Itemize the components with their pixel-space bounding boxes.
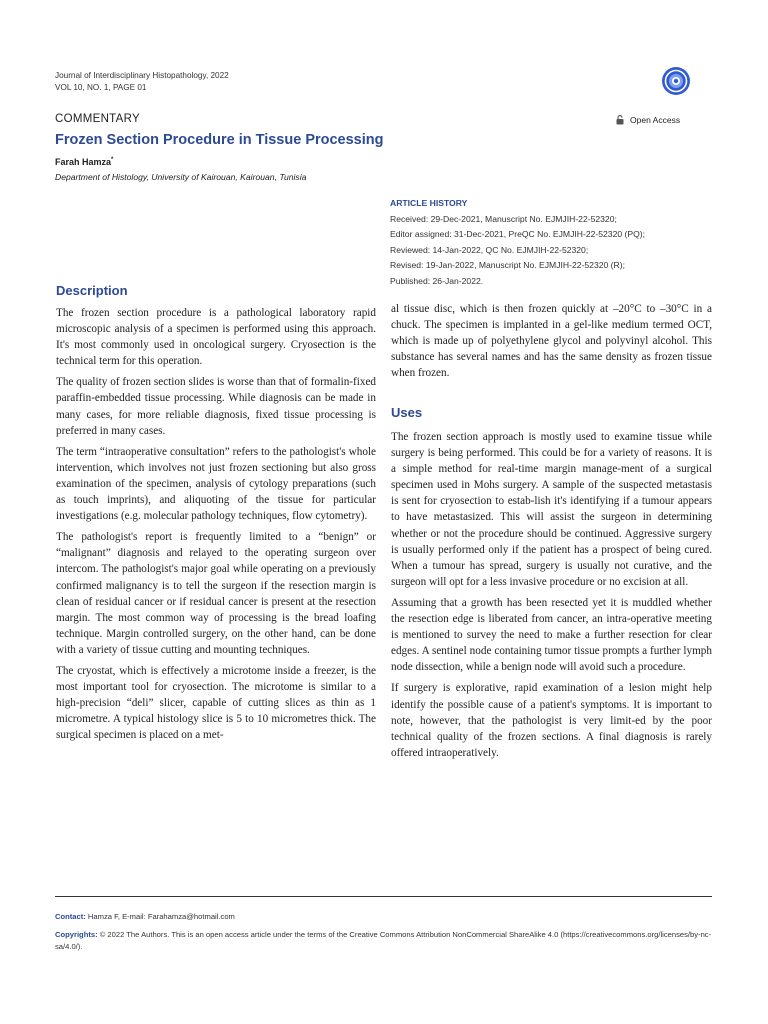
author-mark: * [111, 157, 114, 163]
article-category: COMMENTARY [55, 113, 140, 125]
history-revised: Revised: 19-Jan-2022, Manuscript No. EJMJIH-22-52320 (R); [390, 260, 625, 270]
description-paragraph-2: The quality of frozen section slides is worse than that of formalin-fixed paraffin-embedded tissue processing. While diagnosis can be made in many cases, for more reliable diagnosis, fixed tissue processing is preferred in many cases. [56, 376, 376, 437]
description-paragraph-4: The pathologist's report is frequently limited to a “benign” or “malignant” diagnosis and relayed to the operating surgeon over intercom. The pathologist's major goal while operating on a previously confirmed malignancy is to tell the surgeon if the resection margin is clean of residual cancer or if residual cancer is present at the resection margin. The most common way of processing is the bread loafing technique. Margin controlled surgery, on the other hand, can be done with a variety of tissue cutting and mounting techniques. [56, 531, 376, 656]
open-access-badge [616, 115, 680, 125]
history-published: Published: 26-Jan-2022. [390, 275, 484, 286]
description-continuation-text: al tissue disc, which is then frozen quickly at –20°C to –30°C in a chuck. The specimen is implanted in a gel-like medium termed OCT, which is made up of polyethylene glycol and polyvinyl alcohol. This substance has several names and has the same density as frozen tissue when frozen. [391, 303, 712, 380]
journal-name: Journal of Interdisciplinary Histopathology, 2022 [55, 71, 229, 80]
description-heading: Description [56, 283, 128, 298]
description-paragraph-3: The term “intraoperative consultation” refers to the pathologist's whole intervention, which involves not just frozen sectioning but also gross examination of the specimen, analysis of cytology preparations (such as touch imprints), and aliquoting of the tissue for particular investigations (e.g. molecular pathology techniques, flow cytometry). [56, 445, 376, 523]
history-reviewed: Reviewed: 14-Jan-2022, QC No. EJMJIH-22-52320; [390, 244, 589, 255]
contact-info [55, 912, 235, 921]
description-body [56, 305, 376, 748]
description-continuation [391, 301, 712, 386]
journal-logo-icon [661, 66, 691, 96]
description-paragraph-5: The cryostat, which is effectively a microtome inside a freezer, is the most important tool for cryosection. The microtome is similar to a high-precision “deli” slicer, capable of cutting slices as thin as 1 micrometre. A typical histology slice is 5 to 10 micrometres thick. The surgical specimen is placed on a met- [56, 664, 376, 742]
footer-divider [55, 896, 712, 897]
uses-paragraph-3: If surgery is explorative, rapid examination of a lesion might help identify the possible cause of a patient's symptoms. It is important to note, however, that the pathologist is very limit-ed by the poor technical quality of the frozen sections. A final diagnosis is rarely offered intraoperatively. [391, 682, 712, 759]
copyright-text: © 2022 The Authors. This is an open access article under the terms of the Creative Commons Attribution NonCommercial ShareAlike 4.0 (https://creativecommons.org/licenses/by-nc-sa/4.0/). [55, 930, 712, 951]
affiliation: Department of Histology, University of Kairouan, Kairouan, Tunisia [55, 172, 307, 182]
uses-heading: Uses [391, 405, 423, 420]
uses-paragraph-1: The frozen section approach is mostly used to examine tissue while surgery is being performed. This could be for a variety of reasons. It is a simple method for real-time margin manage-ment of a surgical specimen used in Mohs surgery. A sample of the suspected metastasis is sent for cryosection to estab-lish it's identifying if a tumour appears to have metastasized. This will assist the surgeon in determining whether or not the procedure should be continued. Aggressive surgery is usually performed only if the patient has a prospect of being cured. When a tumour has spread, surgery is usually not curative, and the surgeon will opt for a less invasive procedure or no excision at all. [391, 431, 712, 588]
open-access-label: Open Access [630, 115, 681, 125]
article-title: Frozen Section Procedure in Tissue Processing [55, 132, 384, 148]
article-history [390, 196, 720, 289]
journal-info [55, 70, 229, 94]
uses-body [391, 429, 712, 766]
history-title: ARTICLE HISTORY [390, 198, 468, 208]
copyright-info [55, 929, 715, 952]
contact-text[interactable]: Hamza F, E-mail: Farahamza@hotmail.com [85, 912, 235, 921]
author [55, 157, 113, 167]
journal-volume: VOL 10, NO. 1, PAGE 01 [55, 83, 147, 92]
copyright-label: Copyrights: [55, 930, 98, 939]
uses-paragraph-2: Assuming that a growth has been resected yet it is muddled whether the resection edge is liberated from cancer, an intra-operative meeting is mentioned to survey the need to make a further resection for clear edges. A sentinel node containing tumor tissue prompts a further lymph node dissection, while a benign node will avoid such a procedure. [391, 596, 712, 674]
description-paragraph-1: The frozen section procedure is a pathological laboratory rapid microscopic analysis of a specimen is performed using this approach. It's most commonly used in oncological surgery. Cryosection is the technical term for this operation. [56, 307, 376, 368]
contact-label: Contact: [55, 912, 86, 921]
history-received: Received: 29-Dec-2021, Manuscript No. EJMJIH-22-52320; [390, 213, 617, 224]
open-lock-icon [616, 115, 624, 125]
history-editor-assigned: Editor assigned: 31-Dec-2021, PreQC No. EJMJIH-22-52320 (PQ); [390, 229, 646, 239]
author-name: Farah Hamza [55, 157, 112, 167]
